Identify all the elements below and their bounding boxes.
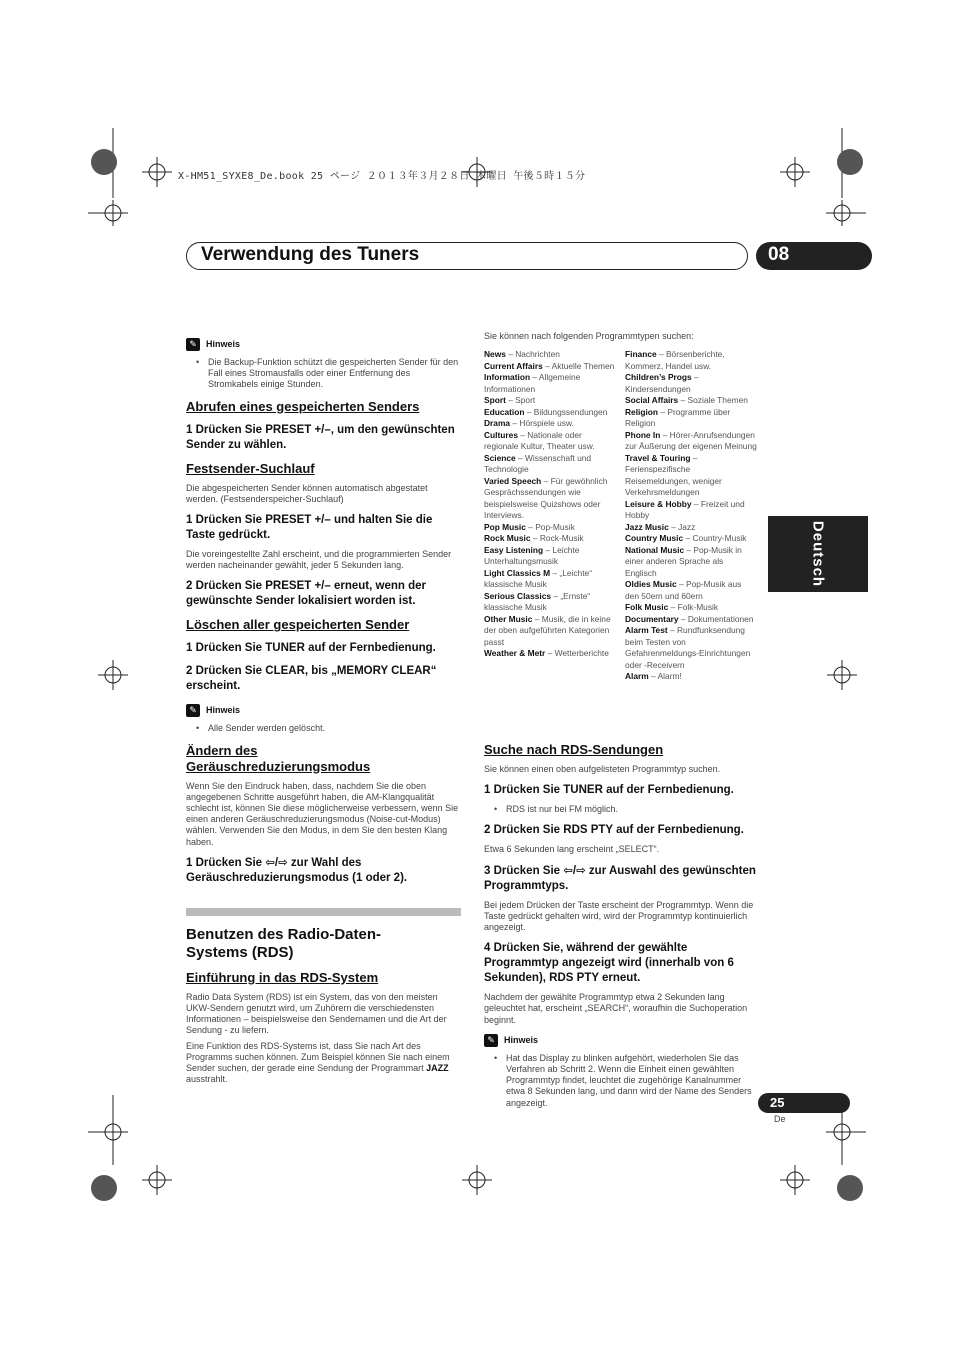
section-heading: Ändern des Geräuschreduzierungsmodus	[186, 742, 371, 774]
text-span: ausstrahlt.	[186, 1074, 228, 1085]
program-type-name: Science	[484, 452, 516, 463]
program-type-desc: – Alarm!	[648, 671, 682, 681]
program-type-item	[484, 430, 616, 453]
program-type-item	[484, 453, 616, 476]
step: 4 Drücken Sie, während der gewählte Programmtyp angezeigt wird (innerhalb von 6 Sekunden), RDS PTY erneut.	[484, 942, 734, 985]
program-type-item	[484, 395, 616, 407]
program-type-name: Varied Speech	[484, 475, 542, 486]
section-heading: Einführung in das RDS-System	[186, 969, 379, 985]
program-type-desc: – Ferienspezifische Reisemeldungen, weniger Verkehrsmeldungen	[625, 452, 722, 497]
program-type-name: Light Classics M	[484, 567, 551, 578]
paragraph: Bei jedem Drücken der Taste erscheint der Programmtyp. Wenn die Taste gedrückt gehalten wird, wird der Programmtyp kontinuierlich angezeigt.	[484, 899, 754, 933]
paragraph: Die abgespeicherten Sender können automatisch abgestatet werden. (Festsenderspeicher-Suchlauf)	[186, 482, 428, 504]
program-type-name: Alarm	[625, 671, 649, 681]
program-type-name: Drama	[484, 418, 511, 428]
program-type-desc: – Wissenschaft und Technologie	[484, 452, 592, 474]
note-label: Hinweis	[206, 338, 241, 349]
program-type-desc: – Nachrichten	[505, 349, 560, 359]
program-type-name: Leisure & Hobby	[625, 498, 692, 509]
program-type-desc: – Musik, die in keine der oben aufgeführten Kategorien passt	[484, 613, 611, 647]
step: 1 Drücken Sie TUNER auf der Fernbedienung.	[484, 784, 734, 797]
paragraph: Radio Data System (RDS) ist ein System, das von den meisten UKW-Sendern genutzt wird, um Zuhörern die verschiedensten Informationen – beispielsweise den Sendernamen und die Art der Sendung - zu liefern.	[186, 991, 447, 1036]
step: 1 Drücken Sie PRESET +/– und halten Sie die Taste gedrückt.	[186, 514, 433, 542]
program-type-desc: – Leichte Unterhaltungsmusik	[484, 544, 580, 566]
language-tab	[768, 516, 868, 592]
program-type-desc: – Soziale Themen	[678, 395, 748, 405]
program-type-item	[484, 533, 616, 545]
program-type-name: Folk Music	[625, 602, 669, 612]
print-meta-line: X-HM51_SYXE8_De.book 25 ページ ２０１３年３月２８日 木曜日 午後５時１５分	[178, 171, 586, 182]
program-type-desc: – Allgemeine Informationen	[484, 372, 581, 394]
program-type-name: Serious Classics	[484, 590, 552, 601]
program-type-name: Other Music	[484, 613, 533, 624]
page-number: 25	[770, 1095, 785, 1110]
program-type-item	[625, 602, 757, 614]
program-type-desc: – Sport	[505, 395, 536, 405]
step: 2 Drücken Sie CLEAR, bis „MEMORY CLEAR“ erscheint.	[186, 665, 437, 693]
note-heading	[186, 704, 461, 717]
program-type-item	[625, 545, 757, 580]
program-type-desc: – Pop-Musik in einer anderen Sprache als Englisch	[625, 544, 742, 578]
program-type-name: Easy Listening	[484, 544, 544, 555]
section-heading: Festsender-Suchlauf	[186, 460, 315, 476]
program-type-name: Cultures	[484, 429, 518, 440]
section-title: Benutzen des Radio-Daten-Systems (RDS)	[186, 925, 382, 961]
program-type-item	[625, 349, 757, 372]
program-type-name: Jazz Music	[625, 521, 669, 532]
page-number-badge	[758, 1093, 850, 1113]
note-icon: ✎	[186, 338, 200, 351]
program-type-item	[484, 522, 616, 534]
program-type-name: Pop Music	[484, 521, 526, 532]
program-type-item	[484, 476, 616, 522]
step: 3 Drücken Sie ⇦/⇨ zur Auswahl des gewünschten Programmtyps.	[484, 864, 756, 892]
program-type-item	[484, 648, 616, 660]
note-heading	[186, 338, 461, 351]
program-type-desc: – Dokumentationen	[678, 613, 754, 624]
program-type-name: Oldies Music	[625, 579, 677, 589]
step: 1 Drücken Sie PRESET +/–, um den gewünschten Sender zu wählen.	[186, 423, 455, 451]
program-type-item	[625, 499, 757, 522]
note-label: Hinweis	[504, 1034, 539, 1045]
program-type-item	[484, 545, 616, 568]
program-type-desc: – Bildungssendungen	[524, 406, 608, 417]
left-column	[186, 336, 461, 1089]
program-type-item	[625, 625, 757, 671]
program-type-item	[484, 349, 616, 361]
paragraph: Etwa 6 Sekunden lang erscheint „SELECT“.	[484, 844, 660, 855]
section-heading: Suche nach RDS-Sendungen	[484, 742, 664, 757]
step: 1 Drücken Sie ⇦/⇨ zur Wahl des Geräuschreduzierungsmodus (1 oder 2).	[186, 856, 408, 884]
program-type-desc: – Programme über Religion	[625, 406, 731, 428]
program-type-desc: – „Ernste“ klassische Musik	[484, 590, 591, 612]
section-divider	[186, 908, 461, 916]
program-type-name: Children’s Progs	[625, 372, 692, 382]
program-type-name: Travel & Touring	[625, 452, 691, 463]
section-heading: Abrufen eines gespeicherten Senders	[186, 398, 420, 414]
step: 2 Drücken Sie PRESET +/– erneut, wenn der gewünschte Sender lokalisiert worden ist.	[186, 580, 426, 608]
program-type-desc: – Rundfunksendung beim Testen von Gefahrenmeldungs-Einrichtungen oder -Receivern	[625, 625, 751, 670]
program-type-item	[484, 407, 616, 419]
page-title: Verwendung des Tuners	[201, 244, 420, 265]
program-type-desc: – Pop-Musik	[525, 521, 575, 532]
program-type-item	[625, 579, 757, 602]
program-type-name: Weather & Metr	[484, 648, 546, 658]
program-type-desc: – Hörer-Anrufsendungen zur Äußerung der eigenen Meinung	[625, 429, 757, 451]
note-icon: ✎	[484, 1034, 498, 1047]
page-header	[186, 242, 748, 270]
program-type-desc: – Wetterberichte	[545, 648, 609, 658]
right-column-rds-search	[484, 734, 759, 1113]
program-type-desc: – Kindersendungen	[625, 372, 699, 394]
program-types-list-1	[484, 349, 616, 660]
note-icon: ✎	[186, 704, 200, 717]
program-type-item	[625, 533, 757, 545]
program-type-desc: – Börsenberichte, Kommerz, Handel usw.	[625, 349, 725, 371]
program-type-name: Rock Music	[484, 533, 531, 543]
note-heading	[484, 1034, 759, 1047]
program-type-item	[625, 614, 757, 626]
paragraph: Die voreingestellte Zahl erscheint, und die programmierten Sender werden nacheinander gewählt, jeder 5 Sekunden lang.	[186, 549, 452, 571]
paragraph: Wenn Sie den Eindruck haben, dass, nachdem Sie die oben angegebenen Schritte ausgeführt haben, die AM-Klangqualität schlecht ist, können Sie diese möglicherweise verbessern, wenn Sie einen anderen Geräuschreduzierungsmodus (Noise-cut-Modus) wählen. Verwenden Sie den Modus, in dem Sie den besten Klang haben.	[186, 780, 459, 847]
program-type-desc: – Jazz	[668, 521, 696, 532]
program-type-desc: – Country-Musik	[683, 533, 747, 543]
program-type-name: Education	[484, 406, 525, 417]
program-type-item	[625, 430, 757, 453]
chapter-badge	[756, 242, 872, 270]
program-type-item	[484, 591, 616, 614]
paragraph: Sie können nach folgenden Programmtypen suchen:	[484, 331, 694, 341]
right-column-intro	[484, 331, 764, 346]
program-type-name: Country Music	[625, 533, 684, 543]
chapter-number: 08	[768, 244, 790, 265]
program-type-desc: – Folk-Musik	[668, 602, 719, 612]
program-type-name: News	[484, 349, 506, 359]
program-type-name: Alarm Test	[625, 625, 668, 635]
program-type-desc: – Aktuelle Themen	[542, 360, 615, 371]
program-types-list-2	[625, 349, 757, 683]
program-type-item	[484, 568, 616, 591]
program-type-item	[625, 407, 757, 430]
program-type-desc: – Für gewöhnlich Gesprächssendungen wie beispielsweise Quizshows oder Interviews.	[484, 475, 608, 520]
program-type-name: Social Affairs	[625, 395, 679, 405]
language-tab-label: Deutsch	[809, 520, 827, 588]
program-type-item	[625, 522, 757, 534]
program-type-desc: – Nationale oder regionale Kultur, Theater usw.	[484, 429, 595, 451]
program-type-name: Documentary	[625, 613, 679, 624]
program-type-item	[625, 453, 757, 499]
program-type-item	[484, 614, 616, 649]
program-type-item	[625, 372, 757, 395]
program-type-desc: – Rock-Musik	[530, 533, 584, 543]
program-type-name: Phone In	[625, 429, 661, 440]
program-type-desc: – Pop-Musik aus den 50ern und 60ern	[625, 579, 742, 601]
program-type-name: National Music	[625, 544, 685, 555]
program-type-item	[625, 671, 757, 683]
program-type-name: Finance	[625, 349, 657, 359]
program-type-desc: – Freizeit und Hobby	[625, 498, 745, 520]
keyword: JAZZ	[426, 1063, 449, 1074]
section-heading: Löschen aller gespeicherten Sender	[186, 617, 410, 633]
bullet-text: • RDS ist nur bei FM möglich.	[484, 804, 759, 815]
text-span: Eine Funktion des RDS-Systems ist, dass Sie nach Art des Programms suchen können. Zum Beispiel können Sie nach einem Sender suchen, der gerade eine Sendung der Programmart	[186, 1040, 450, 1074]
program-type-name: Current Affairs	[484, 360, 543, 371]
program-type-desc: – „Leichte“ klassische Musik	[484, 567, 592, 589]
step: 1 Drücken Sie TUNER auf der Fernbedienung.	[186, 642, 436, 655]
note-label: Hinweis	[206, 705, 241, 716]
program-type-name: Sport	[484, 395, 506, 405]
program-type-item	[484, 418, 616, 430]
program-type-item	[484, 361, 616, 373]
note-text: • Alle Sender werden gelöscht.	[186, 723, 461, 734]
paragraph: Nachdem der gewählte Programmtyp etwa 2 Sekunden lang geleuchtet hat, erscheint „SEARCH“, woraufhin die Suchoperation beginnt.	[484, 992, 748, 1025]
paragraph: Sie können einen oben aufgelisteten Programmtyp suchen.	[484, 764, 721, 774]
note-text: • Die Backup-Funktion schützt die gespeicherten Sender für den Fall eines Stromausfalls oder einer Entfernung des Stromkabels einige Stunden.	[186, 357, 461, 391]
paragraph	[186, 1041, 461, 1086]
language-code: De	[774, 1114, 786, 1124]
program-type-desc: – Hörspiele usw.	[510, 418, 574, 428]
note-text: • Hat das Display zu blinken aufgehört, wiederholen Sie das Verfahren ab Schritt 2. Wenn die Einheit einen gewählten Programmtyp findet, leuchtet die zugehörige Kanalnummer etwa 8 Sekunden lang, und dann wird der Name des Senders angezeigt.	[484, 1053, 759, 1109]
program-type-name: Religion	[625, 406, 659, 417]
program-type-name: Information	[484, 372, 531, 382]
step: 2 Drücken Sie RDS PTY auf der Fernbedienung.	[484, 824, 744, 837]
program-type-item	[625, 395, 757, 407]
program-type-item	[484, 372, 616, 395]
